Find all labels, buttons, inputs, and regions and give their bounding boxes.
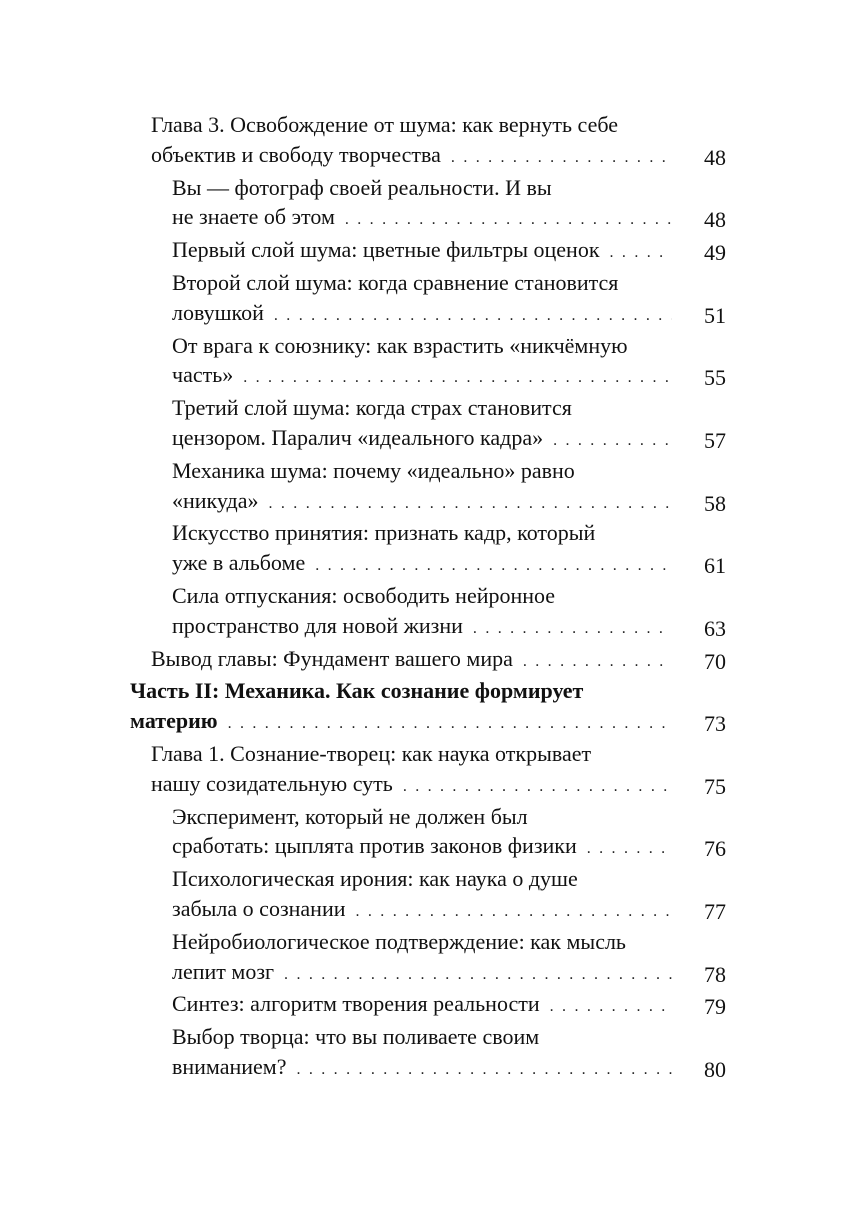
toc-entry-title-line: цензором. Паралич «идеального кадра» <box>172 424 544 450</box>
toc-page-number: 70 <box>704 648 726 674</box>
dot-leader <box>550 992 672 1022</box>
toc-page-number: 77 <box>704 898 726 924</box>
toc-page-number: 48 <box>704 144 726 170</box>
toc-entry-title-line: Искусство принятия: признать кадр, который <box>172 520 596 546</box>
toc-chapter-entry[interactable] <box>151 644 726 677</box>
dot-leader <box>610 238 672 268</box>
toc-section-entry[interactable] <box>172 802 726 865</box>
toc-entry-title-line: Глава 3. Освобождение от шума: как вернуть себе <box>151 112 619 137</box>
toc-entry-title-line: часть» <box>172 362 234 388</box>
toc-entry-title-line: забыла о сознании <box>172 895 346 921</box>
toc-section-entry[interactable] <box>172 173 726 236</box>
toc-chapter-entry[interactable] <box>151 110 726 173</box>
toc-section-entry[interactable] <box>172 1022 726 1085</box>
toc-page-number: 75 <box>704 773 726 799</box>
toc-section-entry[interactable] <box>172 331 726 394</box>
toc-page-number: 58 <box>704 490 726 516</box>
table-of-contents <box>0 110 856 1085</box>
dot-leader <box>356 897 673 927</box>
toc-entry-title-line: сработать: цыплята против законов физики <box>172 833 577 859</box>
toc-page-number: 55 <box>704 365 726 391</box>
toc-page-number: 51 <box>704 302 726 328</box>
toc-page-number: 63 <box>704 615 726 641</box>
toc-entry-title-line: Эксперимент, который не должен был <box>172 803 528 829</box>
toc-part-entry[interactable] <box>130 676 726 739</box>
toc-entry-title-line: Выбор творца: что вы поливаете своим <box>172 1024 540 1050</box>
toc-entry-title-line: материю <box>130 708 218 734</box>
toc-entry-title-line: объектив и свободу творчества <box>151 141 441 167</box>
toc-section-entry[interactable] <box>172 235 726 268</box>
dot-leader <box>228 709 672 739</box>
toc-page-number: 48 <box>704 207 726 233</box>
toc-page-number: 78 <box>704 961 726 987</box>
toc-entry-title-line: Часть II: Механика. Как сознание формирует <box>130 678 584 704</box>
toc-page-number: 79 <box>704 994 726 1020</box>
dot-leader <box>451 143 672 173</box>
toc-section-entry[interactable] <box>172 393 726 456</box>
toc-entry-title-line: Психологическая ирония: как наука о душе <box>172 866 578 892</box>
dot-leader <box>553 426 672 456</box>
toc-page-number: 76 <box>704 836 726 862</box>
toc-section-entry[interactable] <box>172 927 726 990</box>
toc-section-entry[interactable] <box>172 268 726 331</box>
toc-entry-title-line: Сила отпускания: освободить нейронное <box>172 582 556 608</box>
toc-entry-title-line: Нейробиологическое подтверждение: как мысль <box>172 928 626 954</box>
toc-chapter-entry[interactable] <box>151 739 726 802</box>
toc-section-entry[interactable] <box>172 518 726 581</box>
toc-entry-title-line: вниманием? <box>172 1053 287 1079</box>
toc-page-number: 80 <box>704 1056 726 1082</box>
dot-leader <box>587 834 672 864</box>
toc-entry-title-line: Второй слой шума: когда сравнение становится <box>172 269 619 295</box>
toc-entry-title-line: Вывод главы: Фундамент вашего мира <box>151 645 513 671</box>
toc-section-entry[interactable] <box>172 989 726 1022</box>
toc-entry-title-line: уже в альбоме <box>172 550 306 576</box>
toc-entry-title-line: Вы — фотограф своей реальности. И вы <box>172 174 552 200</box>
dot-leader <box>296 1055 672 1085</box>
toc-page-number: 61 <box>704 553 726 579</box>
toc-entry-title-line: Механика шума: почему «идеально» равно <box>172 457 575 483</box>
toc-entry-title-line: не знаете об этом <box>172 204 335 230</box>
toc-entry-title-line: Синтез: алгоритм творения реальности <box>172 991 540 1017</box>
toc-page-number: 73 <box>704 711 726 737</box>
toc-entry-title-line: От врага к союзнику: как взрастить «никчёмную <box>172 332 628 358</box>
toc-entry-title-line: «никуда» <box>172 487 259 513</box>
dot-leader <box>274 301 672 331</box>
toc-entry-title-line: ловушкой <box>172 299 264 325</box>
toc-page-number: 49 <box>704 240 726 266</box>
dot-leader <box>523 647 672 677</box>
toc-entry-title-line: лепит мозг <box>172 958 275 984</box>
toc-section-entry[interactable] <box>172 581 726 644</box>
toc-entry-title-line: Третий слой шума: когда страх становится <box>172 395 572 421</box>
dot-leader <box>403 772 672 802</box>
toc-section-entry[interactable] <box>172 456 726 519</box>
toc-entry-title-line: нашу созидательную суть <box>151 770 393 796</box>
dot-leader <box>284 960 672 990</box>
toc-entry-title-line: Первый слой шума: цветные фильтры оценок <box>172 237 600 263</box>
dot-leader <box>243 363 672 393</box>
toc-entry-title-line: Глава 1. Сознание-творец: как наука открывает <box>151 740 592 766</box>
toc-page-number: 57 <box>704 427 726 453</box>
toc-entry-title-line: пространство для новой жизни <box>172 612 463 638</box>
dot-leader <box>315 551 672 581</box>
dot-leader <box>345 205 672 235</box>
toc-section-entry[interactable] <box>172 864 726 927</box>
dot-leader <box>473 614 672 644</box>
dot-leader <box>269 489 673 519</box>
